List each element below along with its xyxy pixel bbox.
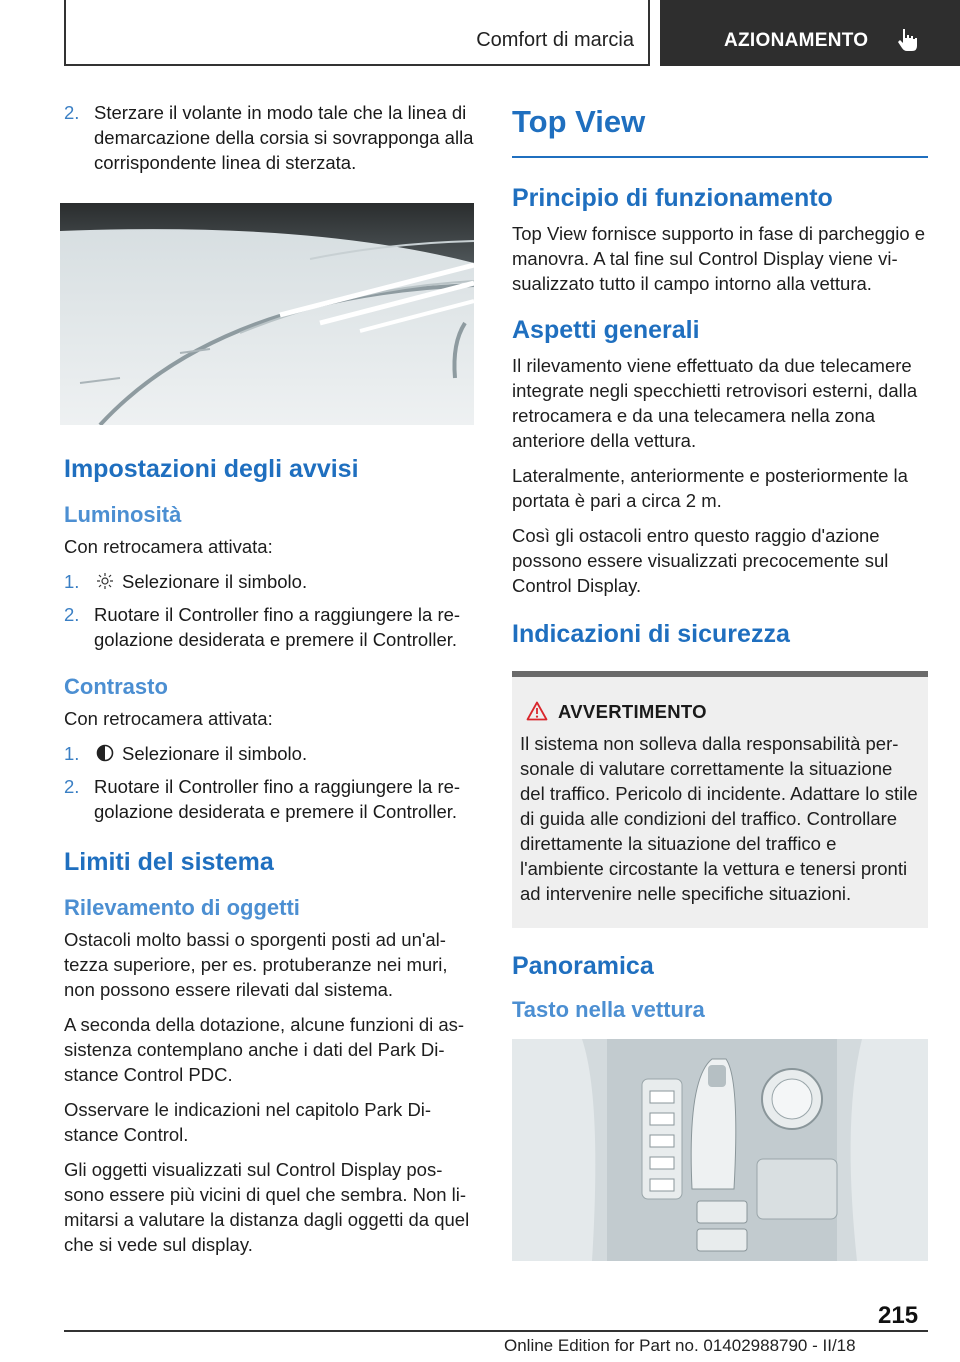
left-column [64,100,476,1267]
step-text: Selezionare il simbolo. [122,571,308,592]
heading-top-view: Top View [512,104,646,139]
heading-sicurezza: Indicazioni di sicurezza [512,620,790,648]
luminosita-step-2 [64,602,476,652]
rear-camera-view-illustration [60,203,474,425]
luminosita-intro: Con retrocamera attivata: [64,536,273,557]
heading-aspetti: Aspetti generali [512,316,700,344]
hand-pointer-icon [894,26,922,54]
contrasto-step-1 [64,741,476,766]
heading-limiti: Limiti del sistema [64,848,274,876]
heading-contrasto: Contrasto [64,674,168,699]
warning-box [512,671,928,928]
step-number: 1. [64,743,80,764]
heading-luminosita: Luminosità [64,502,182,527]
heading-tasto: Tasto nella vettura [512,997,705,1022]
paragraph-oggetti: Gli oggetti visualizzati sul Control Display possono essere più vicini di quel che sembra. Non limitarsi a valutare la distanza dagli oggetti da quel che si vede sul display. [64,1159,470,1255]
camera-image [60,203,474,425]
step-number: 1. [64,571,80,592]
aspetti-paragraph-3: Così gli ostacoli entro questo raggio d'azione possono essere visualizzati precocemente sul Control Display. [512,525,889,596]
header-chapter-tab [660,0,960,66]
warning-text: Il sistema non solleva dalla responsabilità personale di valutare correttamente la situazione del traffico. Pericolo di incidente. Adattare lo stile di guida alle condizioni del traffico. Controllare direttamente la situazione del traffico e l'ambiente circostante la vettura e tenersi pronti ad intervenire nelle specifiche situazioni. [520,733,918,904]
right-column [512,100,928,1261]
step-number: 2. [64,102,80,123]
warning-triangle-icon [526,701,548,721]
step-text: Selezionare il simbolo. [122,743,308,764]
heading-impostazioni: Impostazioni degli avvisi [64,455,359,483]
header-section-title: Comfort di marcia [476,29,634,51]
paragraph-ostacoli: Ostacoli molto bassi o sporgenti posti ad un'altezza superiore, per es. protuberanze nei muri, non possono essere rilevati dal sistema. [64,929,448,1000]
step-2 [64,100,476,175]
page-number: 215 [878,1302,919,1329]
warning-title: AVVERTIMENTO [558,701,707,722]
contrasto-intro: Con retrocamera attivata: [64,708,273,729]
heading-panoramica: Panoramica [512,952,654,980]
footer-rule [64,1330,928,1332]
step-text: Ruotare il Controller fino a raggiungere la regolazione desiderata e premere il Controller. [94,604,461,650]
heading-rule [512,156,928,158]
paragraph-dotazione: A seconda della dotazione, alcune funzioni di assistenza contemplano anche i dati del Park Distance Control PDC. [64,1014,465,1085]
contrasto-step-2 [64,774,476,824]
principio-text: Top View fornisce supporto in fase di parcheggio e manovra. A tal fine sul Control Display viene visualizzato tutto il campo intorno alla vettura. [512,223,926,294]
step-number: 2. [64,776,80,797]
center-console-image [512,1039,928,1261]
aspetti-paragraph-1: Il rilevamento viene effettuato da due telecamere integrate negli specchietti retrovisori esterni, dalla retrocamera e da una telecamera nella zona anteriore della vettura. [512,355,918,451]
step-text: Sterzare il volante in modo tale che la linea di demarcazione della corsia si sovrapponga alla corrispondente linea di sterzata. [94,102,474,173]
aspetti-paragraph-2: Lateralmente, anteriormente e posteriormente la portata è pari a circa 2 m. [512,465,908,511]
paragraph-indicazioni: Osservare le indicazioni nel capitolo Park Distance Control. [64,1099,432,1145]
contrast-icon [94,744,116,762]
center-console-illustration [512,1039,928,1261]
heading-rilevamento: Rilevamento di oggetti [64,895,300,920]
header-chapter-title: AZIONAMENTO [724,30,869,51]
footer-edition: Online Edition for Part no. 01402988790 - II/18 [504,1336,856,1355]
heading-principio: Principio di funzionamento [512,184,833,212]
step-text: Ruotare il Controller fino a raggiungere la regolazione desiderata e premere il Controller. [94,776,461,822]
step-number: 2. [64,604,80,625]
luminosita-step-1 [64,569,476,594]
header-section-tab [64,0,650,66]
brightness-icon [94,572,116,590]
